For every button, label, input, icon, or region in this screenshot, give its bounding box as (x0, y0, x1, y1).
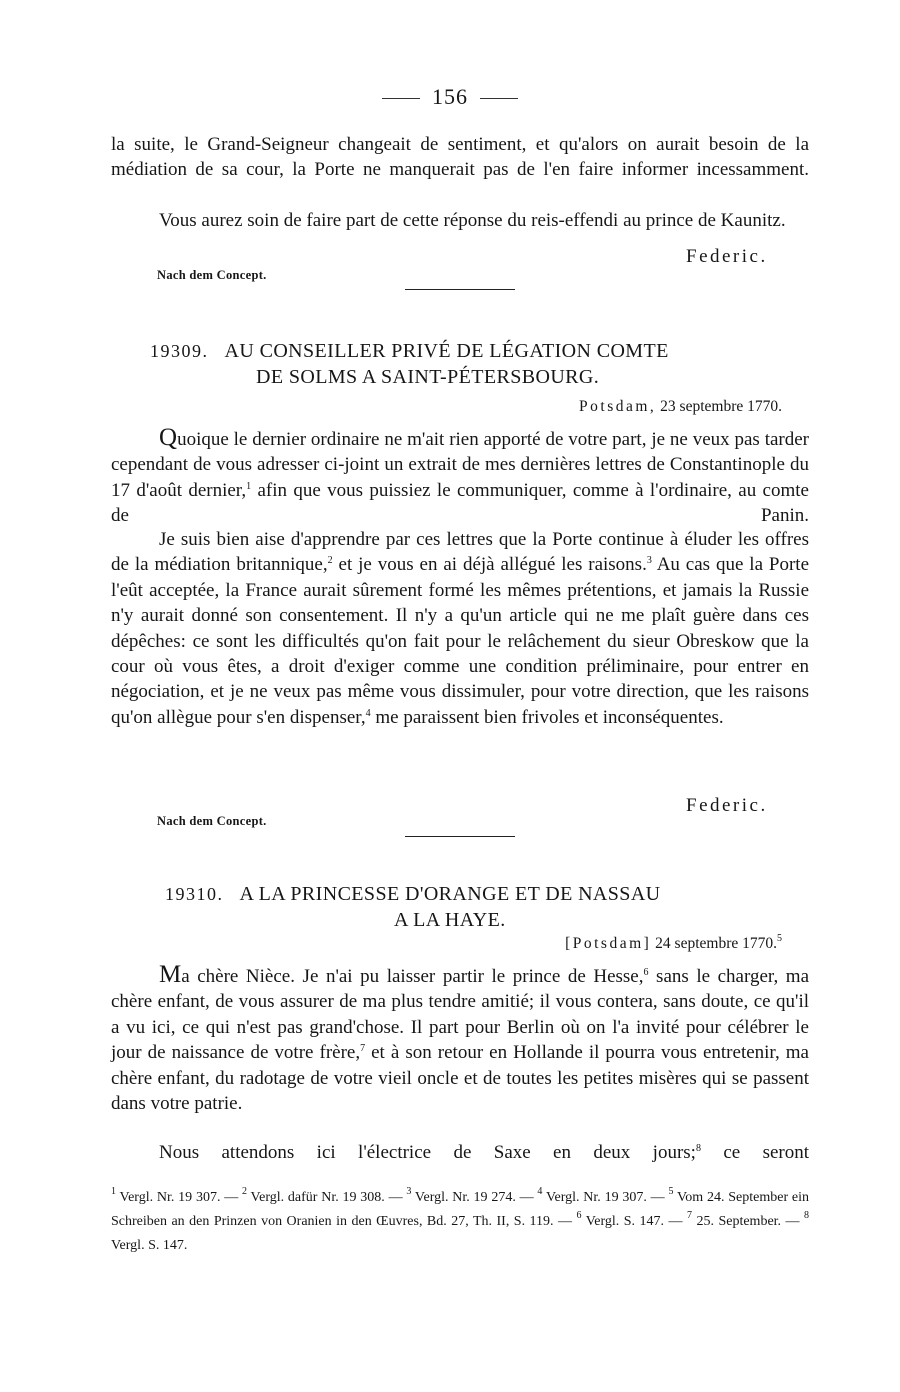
footnote-text: Vergl. dafür Nr. 19 308. — (247, 1190, 407, 1205)
footnote-number: 5 (668, 1186, 674, 1197)
letter-paragraph (111, 527, 809, 730)
page-header (0, 84, 900, 110)
footnote-text: Vergl. S. 147. (111, 1238, 188, 1253)
letter-number: 19310. (165, 884, 224, 904)
footnotes (111, 1186, 809, 1258)
paragraph-text: et je vous en ai déjà allégué les raisons. (332, 554, 647, 576)
letter-heading (150, 340, 669, 363)
footnote-text: Vergl. Nr. 19 307. — (542, 1190, 669, 1205)
footnote-number: 2 (242, 1186, 248, 1197)
dateline-place: Potsdam, (579, 398, 657, 415)
dateline-date: 23 septembre 1770. (660, 398, 782, 415)
paragraph-text: ce seront (700, 1142, 809, 1163)
opening-paragraph-2: Vous aurez soin de faire part de cette réponse du reis-effendi au prince de Kaunitz. (159, 210, 786, 231)
section-divider (405, 289, 515, 290)
paragraph-text: me paraissent bien frivoles et inconséquentes. (370, 706, 724, 728)
source-note: Nach dem Concept. (157, 814, 267, 828)
paragraph-text: sans le charger, ma chère enfant, de vous assurer de ma plus tendre amitié; il vous contera, sans doute, ce qu'il a vu ici, ce qui n'est pas grand'chose. Il part pour Berlin où on l'a invité pour célébrer le jour de naissance de votre frère, (111, 966, 809, 1064)
paragraph-text: uoique le dernier ordinaire ne m'ait rien apporté de votre part, je ne veux pas tarder cependant de vous adresser ci-joint un extrait de mes dernières lettres de Constantinople du 17 d'août dernier, (111, 429, 809, 501)
paragraph-text: Nous attendons ici l'électrice de Saxe en deux jours; (159, 1142, 696, 1163)
paragraph-text: afin que vous puissiez le communiquer, comme à l'ordinaire, au comte de Panin. (111, 479, 809, 527)
opening-paragraph: la suite, le Grand-Seigneur changeait de sentiment, et qu'alors on aurait besoin de la médiation de sa cour, la Porte ne manquerait pas de l'en faire informer incessamment. (111, 134, 809, 181)
footnote-ref: 6 (643, 967, 649, 978)
footnote-number: 6 (576, 1210, 582, 1221)
dateline-place: [Potsdam] (565, 935, 652, 952)
initial-letter: M (159, 961, 182, 988)
paragraph-text: et à son retour en Hollande il pourra vous entretenir, ma chère enfant, du radotage de votre vieil oncle et de toutes les petites misères qui se passent dans votre patrie. (111, 1042, 809, 1115)
dateline-date: 24 septembre 1770. (655, 935, 777, 952)
letter-number: 19309. (150, 341, 209, 361)
source-note: Nach dem Concept. (157, 268, 267, 282)
signature: Federic. (686, 795, 768, 816)
paragraph-text: Au cas que la Porte l'eût acceptée, la France aurait sûrement formé les mêmes prétentions, et jamais la Russie n'y aurait donné son consentement. Il n'y a qu'un article qui ne me plaît guère dans ces dépêches: ce sont les difficultés qu'on fait pour le relâchement du sieur Obreskow que la cour où vous êtes, a droit d'exiger comme une condition préliminaire, pour entrer en négociation, et je ne veux pas même vous dissimuler, pour votre direction, que les raisons qu'on allègue pour s'en dispenser, (111, 554, 810, 728)
footnote-number: 3 (406, 1186, 412, 1197)
footnote-ref: 3 (646, 555, 652, 567)
footnote-number: 7 (687, 1210, 692, 1221)
footnote-ref: 2 (327, 555, 333, 567)
footnote-ref: 1 (246, 480, 252, 492)
footnote-ref: 8 (695, 1143, 701, 1154)
footnote-text: 25. September. — (692, 1214, 805, 1229)
letter-title-line1: AU CONSEILLER PRIVÉ DE LÉGATION COMTE (224, 340, 669, 362)
footnote-ref: 7 (360, 1043, 366, 1055)
dateline (579, 398, 782, 416)
footnote-text: Vom 24. September ein Schreiben an den Prinzen von Oranien in den Œuvres, Bd. 27, Th. II, S. 119. — (111, 1190, 810, 1229)
letter-paragraph (111, 962, 809, 1116)
paragraph-text: a chère Nièce. Je n'ai pu laisser partir le prince de Hesse, (181, 966, 644, 987)
letter-title-line2: DE SOLMS A SAINT-PÉTERSBOURG. (256, 366, 600, 388)
footnote-ref: 4 (365, 707, 371, 719)
footnote-number: 4 (537, 1186, 543, 1197)
initial-letter: Q (159, 424, 178, 451)
footnote-ref: 5 (777, 933, 782, 944)
letter-title-line2: A LA HAYE. (394, 909, 506, 931)
footnote-text: Vergl. S. 147. — (581, 1214, 687, 1229)
dateline (565, 935, 782, 953)
letter-title-line1: A LA PRINCESSE D'ORANGE ET DE NASSAU (239, 883, 661, 905)
section-divider (405, 836, 515, 837)
footnote-text: Vergl. Nr. 19 307. — (116, 1190, 243, 1205)
footnote-number: 1 (111, 1186, 116, 1197)
footnote-number: 8 (804, 1210, 810, 1221)
letter-paragraph (111, 425, 809, 529)
header-dash-right (480, 98, 518, 99)
footnote-text: Vergl. Nr. 19 274. — (411, 1190, 538, 1205)
paragraph-text: Je suis bien aise d'apprendre par ces lettres que la Porte continue à éluder les offres de la médiation britannique, (111, 529, 809, 576)
letter-heading (165, 883, 661, 906)
header-dash-left (382, 98, 420, 99)
page-number: 156 (432, 84, 468, 109)
signature: Federic. (686, 246, 768, 267)
letter-paragraph (111, 1140, 809, 1165)
